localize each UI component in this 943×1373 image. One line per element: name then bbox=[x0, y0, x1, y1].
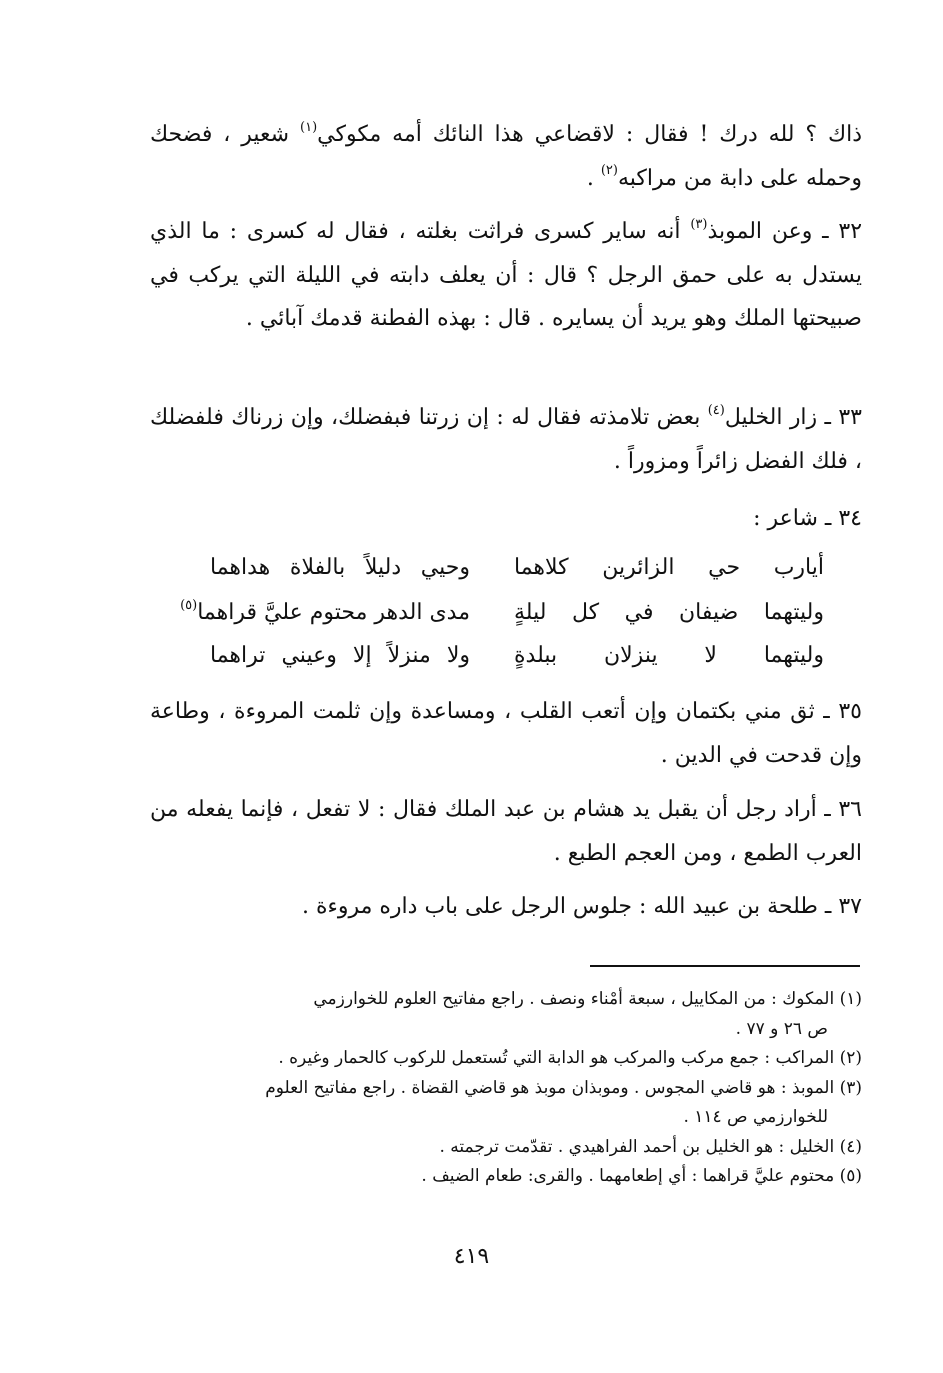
verse-second-hemistich: وحيي دليلاً بالفلاة هداهما bbox=[210, 555, 470, 580]
footnote-separator bbox=[590, 965, 860, 967]
paragraph-text: بعض تلامذته فقال له : إن زرتنا فبفضلك، وإن زرناك فلفضلك ، فلك الفضل زائراً ومزوراً . bbox=[150, 405, 862, 474]
paragraph-text: ٣٢ ـ وعن الموبذ bbox=[707, 219, 863, 244]
verse-first-hemistich: وليتهما لا ينزلان ببلدةٍ bbox=[514, 643, 824, 668]
footnote-ref-1: (١) bbox=[300, 119, 318, 135]
verse-first-hemistich: أيارب حي الزائرين كلاهما bbox=[514, 555, 824, 580]
paragraph-32 bbox=[150, 210, 862, 341]
footnote-5: (٥) محتوم عليَّ قراهما : أي إطعامهما . والقرى: طعام الضيف . bbox=[421, 1166, 862, 1186]
verse-second-hemistich-with-ref bbox=[180, 593, 470, 633]
verse-second-hemistich: مدى الدهر محتوم عليَّ قراهما bbox=[197, 600, 470, 625]
poem-verse bbox=[150, 593, 862, 633]
paragraph-text: شعير ، فضحك وحمله على دابة من مراكبه bbox=[150, 122, 862, 191]
paragraph-text: أنه ساير كسرى فراثت بغلته ، فقال له كسرى : ما الذي يستدل به على حمق الرجل ؟ قال : أن يعلف دابته في الليلة التي يركب في صبيحتها الملك وهو يريد أن يسايره . قال : بهذه الفطنة قدمك آبائي . bbox=[150, 219, 862, 331]
poem-verse bbox=[150, 636, 862, 676]
footnotes bbox=[150, 985, 862, 1192]
footnote-4: (٤) الخليل : هو الخليل بن أحمد الفراهيدي . تقدّمت ترجمته . bbox=[439, 1136, 862, 1157]
paragraph-36: ٣٦ ـ أراد رجل أن يقبل يد هشام بن عبد الملك فقال : لا تفعل ، فإنما يفعله من العرب الطمع ، ومن العجم الطبع . bbox=[150, 797, 862, 866]
footnote-ref-5: (٥) bbox=[180, 597, 198, 613]
paragraph-text: ٣٣ ـ زار الخليل bbox=[724, 405, 862, 430]
footnote-1: (١) المكوك : من المكاييل ، سبعة أمْناء ونصف . راجع مفاتيح العلوم للخوارزمي bbox=[313, 989, 862, 1009]
verse-first-hemistich: وليتهما ضيفان في كل ليلةٍ bbox=[514, 600, 824, 625]
page-number: ٤١٩ bbox=[453, 1244, 490, 1269]
footnote-ref-4: (٤) bbox=[707, 402, 725, 418]
paragraph-35: ٣٥ ـ ثق مني بكتمان وإن أتعب القلب ، ومساعدة وإن ثلمت المروءة ، وطاعة وإن قدحت في الدين . bbox=[150, 699, 862, 768]
footnote-ref-2: (٢) bbox=[600, 163, 618, 179]
footnote-ref-3: (٣) bbox=[690, 216, 708, 232]
footnote-1-continuation: ص ٢٦ و ٧٧ . bbox=[735, 1018, 828, 1039]
footnote-3: (٣) الموبذ : هو قاضي المجوس . وموبذان موبذ هو قاضي القضاة . راجع مفاتيح العلوم bbox=[265, 1077, 862, 1098]
footnote-2: (٢) المراكب : جمع مركب والمركب هو الدابة التي تُستعمل للركوب كالحمار وغيره . bbox=[278, 1048, 862, 1068]
poem-verse bbox=[150, 548, 862, 588]
paragraph-text: ذاك ؟ لله درك ! فقال : لاقضاعي هذا النائك أمه مكوكي bbox=[317, 122, 862, 147]
paragraph-34-heading: ٣٤ ـ شاعر : bbox=[753, 506, 862, 531]
paragraph-intro bbox=[150, 113, 862, 200]
paragraph-text: . bbox=[586, 165, 601, 191]
paragraph-33 bbox=[150, 396, 862, 483]
paragraph-37: ٣٧ ـ طلحة بن عبيد الله : جلوس الرجل على باب داره مروءة . bbox=[302, 894, 862, 919]
footnote-3-continuation: للخوارزمي ص ١١٤ . bbox=[683, 1107, 828, 1127]
verse-second-hemistich: ولا منزلاً إلا وعيني تراهما bbox=[210, 643, 470, 668]
